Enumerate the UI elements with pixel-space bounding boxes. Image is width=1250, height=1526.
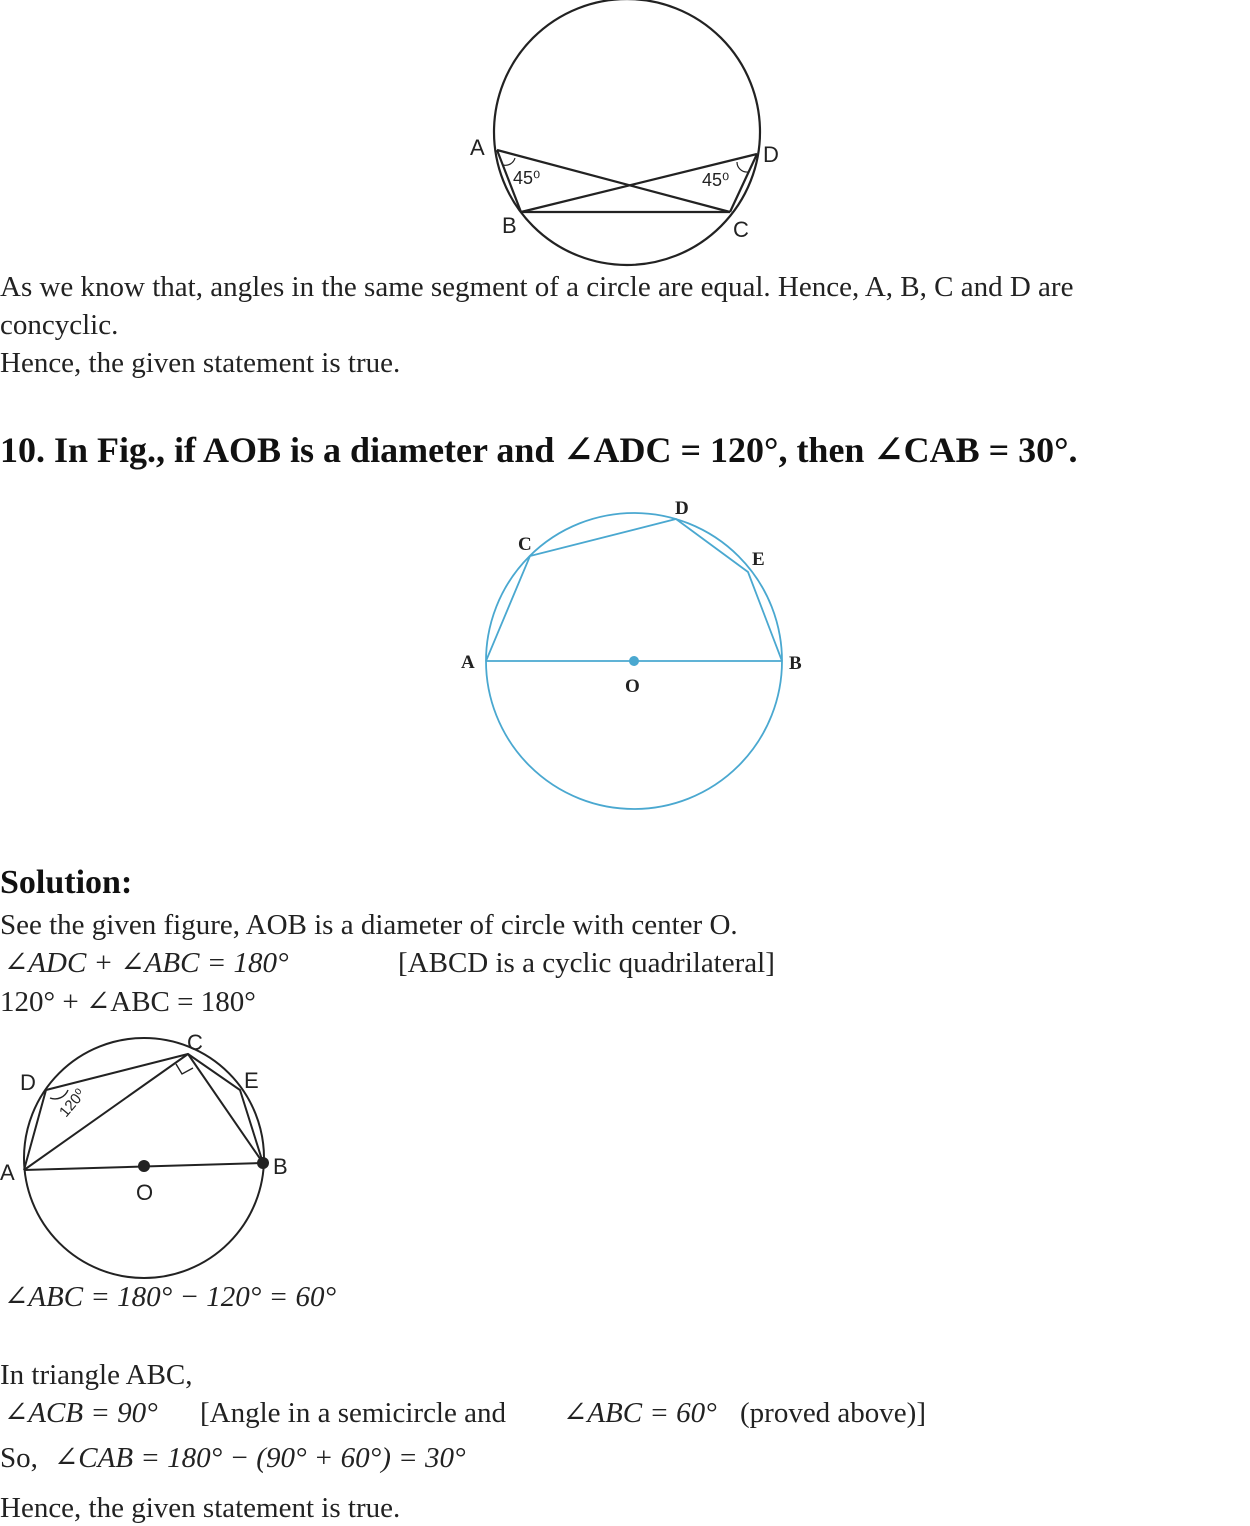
angle-label-d: 120⁰ [56,1085,90,1121]
equation: ∠ABC = 60° [563,1397,717,1429]
equation: ∠ACB = 90° [4,1397,158,1429]
point-label-c: C [733,217,749,242]
equation: 120° + ∠ABC = 180° [0,986,256,1018]
solution-heading: Solution: [0,864,133,901]
point-label-d: D [763,142,779,167]
question-heading: 10. In Fig., if AOB is a diameter and ∠ADC = 120°, then ∠CAB = 30°. [0,430,1078,470]
equation: ∠ADC + ∠ABC = 180° [4,947,289,979]
angle-label-d: 45⁰ [702,170,730,190]
point-label-d: D [20,1070,36,1095]
point-label-o: O [136,1180,154,1205]
paragraph-line: concyclic. [0,309,119,341]
paragraph-line: Hence, the given statement is true. [0,1492,401,1524]
equation: ∠CAB = 180° − (90° + 60°) = 30° [54,1442,466,1474]
paragraph-line: As we know that, angles in the same segment of a circle are equal. Hence, A, B, C and D are [0,271,1074,303]
point-label-c: C [518,534,532,555]
point-label-a: A [461,652,475,673]
point-label-b: B [789,653,802,674]
equation-reason: [Angle in a semicircle and [200,1397,506,1429]
point-label-a: A [470,135,485,160]
point-label-o: O [625,676,640,697]
point-label-b: B [502,213,517,238]
point-label-b: B [273,1154,288,1179]
point-label-e: E [244,1068,259,1093]
angle-label-a: 45⁰ [513,168,541,188]
point-label-a: A [0,1160,15,1185]
equation: ∠ABC = 180° − 120° = 60° [4,1281,337,1313]
paragraph-line: In triangle ABC, [0,1359,193,1391]
point-label-d: D [675,498,689,519]
point-label-e: E [752,549,765,570]
point-label-c: C [187,1030,203,1055]
figure-solution [0,0,320,1290]
paragraph-line: Hence, the given statement is true. [0,347,401,379]
paragraph-line: See the given figure, AOB is a diameter of circle with center O. [0,909,738,941]
equation-reason: [ABCD is a cyclic quadrilateral] [398,947,775,979]
paragraph-line: So, [0,1442,38,1474]
equation-reason: (proved above)] [740,1397,926,1429]
